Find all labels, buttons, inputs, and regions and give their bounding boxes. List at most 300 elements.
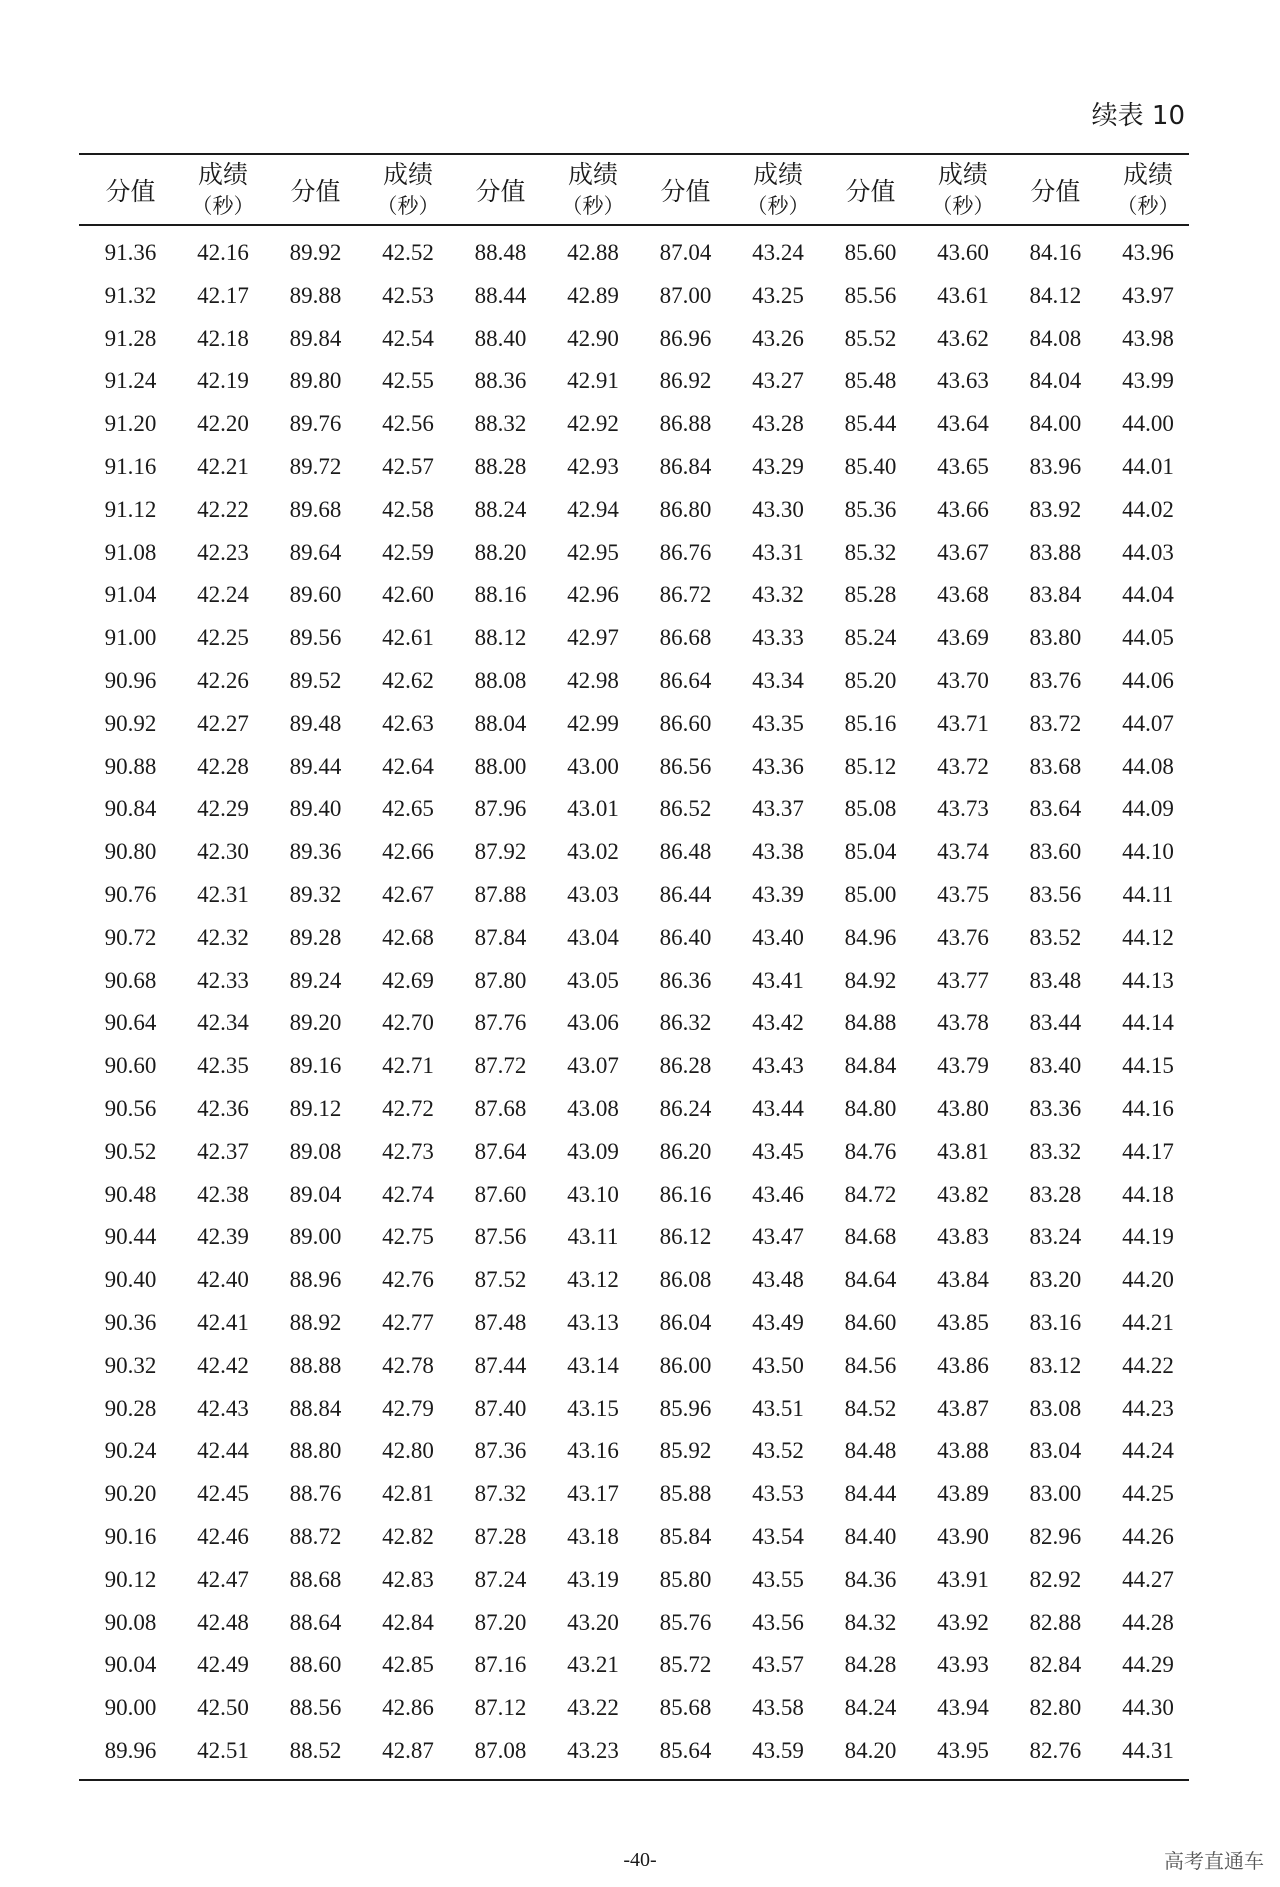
score-cell: 82.84 [1029, 1652, 1082, 1678]
score-cell: 88.72 [289, 1523, 342, 1549]
time-cell: 42.39 [197, 1224, 249, 1250]
table-row [79, 574, 1189, 617]
table-caption: 续表 10 [1091, 101, 1185, 131]
score-cell: 85.48 [844, 368, 897, 394]
time-cell: 42.51 [182, 1730, 264, 1780]
time-cell: 42.75 [382, 1224, 434, 1250]
table-row [79, 360, 1189, 403]
score-cell: 87.20 [474, 1609, 527, 1635]
time-cell: 42.16 [197, 240, 249, 265]
score-cell: 86.24 [659, 1095, 712, 1121]
time-cell: 42.93 [567, 453, 619, 479]
time-cell: 43.67 [937, 539, 989, 565]
time-cell: 43.19 [567, 1566, 619, 1592]
score-cell: 82.80 [1029, 1695, 1082, 1721]
time-cell: 42.53 [382, 282, 434, 308]
time-cell: 43.28 [752, 411, 804, 437]
table-row [79, 225, 1189, 275]
score-cell: 87.88 [474, 881, 527, 907]
time-cell: 43.63 [937, 368, 989, 394]
time-cell: 42.94 [567, 496, 619, 522]
score-cell: 86.64 [659, 667, 712, 693]
score-cell: 86.12 [659, 1224, 712, 1250]
score-cell: 90.04 [104, 1652, 157, 1678]
score-cell: 87.28 [474, 1523, 527, 1549]
header-score: 分值 [264, 154, 367, 225]
score-cell: 87.12 [474, 1695, 527, 1721]
score-cell: 88.80 [289, 1438, 342, 1464]
score-cell: 87.44 [474, 1352, 527, 1378]
score-cell: 88.48 [474, 240, 527, 265]
time-cell: 42.32 [197, 924, 249, 950]
table-row [79, 1216, 1189, 1259]
time-cell: 43.10 [567, 1181, 619, 1207]
score-cell: 86.88 [659, 411, 712, 437]
time-cell: 42.28 [197, 753, 249, 779]
score-cell: 84.20 [819, 1730, 922, 1780]
time-cell: 42.60 [382, 582, 434, 608]
score-cell: 91.36 [104, 240, 157, 265]
score-cell: 89.68 [289, 496, 342, 522]
score-cell: 87.76 [474, 1010, 527, 1036]
score-table [79, 153, 1189, 1781]
time-cell: 42.86 [382, 1695, 434, 1721]
score-cell: 91.24 [104, 368, 157, 394]
score-cell: 84.92 [844, 967, 897, 993]
score-cell: 85.96 [659, 1395, 712, 1421]
score-cell: 89.36 [289, 839, 342, 865]
time-cell: 43.29 [752, 453, 804, 479]
table-row [79, 1002, 1189, 1045]
score-cell: 87.60 [474, 1181, 527, 1207]
score-cell: 82.92 [1029, 1566, 1082, 1592]
score-cell: 83.24 [1029, 1224, 1082, 1250]
time-cell: 42.99 [567, 710, 619, 736]
score-cell: 88.00 [474, 753, 527, 779]
time-cell: 42.23 [197, 539, 249, 565]
header-time: 成绩 （秒） [367, 154, 449, 225]
time-cell: 43.80 [937, 1095, 989, 1121]
score-cell: 89.76 [289, 411, 342, 437]
time-cell: 43.52 [752, 1438, 804, 1464]
score-cell: 87.52 [474, 1267, 527, 1293]
score-cell: 85.04 [844, 839, 897, 865]
score-cell: 85.12 [844, 753, 897, 779]
score-cell: 89.96 [79, 1730, 182, 1780]
time-cell: 43.89 [937, 1481, 989, 1507]
score-cell: 84.64 [844, 1267, 897, 1293]
time-cell: 42.44 [197, 1438, 249, 1464]
score-cell: 84.88 [844, 1010, 897, 1036]
score-cell: 84.76 [844, 1138, 897, 1164]
score-cell: 91.20 [104, 411, 157, 437]
table-row [79, 960, 1189, 1003]
score-cell: 84.68 [844, 1224, 897, 1250]
time-cell: 42.20 [197, 411, 249, 437]
score-cell: 88.32 [474, 411, 527, 437]
header-score: 分值 [819, 154, 922, 225]
time-cell: 44.02 [1122, 496, 1174, 522]
score-cell: 90.00 [104, 1695, 157, 1721]
time-cell: 43.14 [567, 1352, 619, 1378]
time-cell: 42.83 [382, 1566, 434, 1592]
time-cell: 42.96 [567, 582, 619, 608]
score-cell: 90.12 [104, 1566, 157, 1592]
score-cell: 90.16 [104, 1523, 157, 1549]
score-cell: 83.64 [1029, 796, 1082, 822]
score-cell: 86.48 [659, 839, 712, 865]
time-cell: 44.30 [1122, 1695, 1174, 1721]
score-cell: 86.20 [659, 1138, 712, 1164]
table-header-row [79, 154, 1189, 225]
time-cell: 43.31 [752, 539, 804, 565]
table-row [79, 446, 1189, 489]
score-cell: 85.36 [844, 496, 897, 522]
score-cell: 85.20 [844, 667, 897, 693]
score-cell: 83.44 [1029, 1010, 1082, 1036]
time-cell: 42.55 [382, 368, 434, 394]
score-cell: 83.08 [1029, 1395, 1082, 1421]
score-cell: 86.76 [659, 539, 712, 565]
score-cell: 90.96 [104, 667, 157, 693]
score-cell: 90.80 [104, 839, 157, 865]
score-cell: 84.12 [1029, 282, 1082, 308]
time-cell: 44.23 [1122, 1395, 1174, 1421]
score-cell: 91.16 [104, 453, 157, 479]
time-cell: 42.25 [197, 625, 249, 651]
time-cell: 43.84 [937, 1267, 989, 1293]
time-cell: 42.76 [382, 1267, 434, 1293]
score-cell: 84.80 [844, 1095, 897, 1121]
score-cell: 89.12 [289, 1095, 342, 1121]
watermark: 高考直通车 [1164, 1849, 1264, 1873]
time-cell: 43.40 [752, 924, 804, 950]
time-cell: 43.85 [937, 1309, 989, 1335]
score-cell: 85.80 [659, 1566, 712, 1592]
time-cell: 42.41 [197, 1309, 249, 1335]
time-cell: 42.58 [382, 496, 434, 522]
time-cell: 43.74 [937, 839, 989, 865]
time-cell: 42.92 [567, 411, 619, 437]
score-cell: 90.60 [104, 1053, 157, 1079]
time-cell: 43.77 [937, 967, 989, 993]
time-cell: 43.53 [752, 1481, 804, 1507]
score-cell: 83.76 [1029, 667, 1082, 693]
score-cell: 84.04 [1029, 368, 1082, 394]
time-cell: 42.18 [197, 325, 249, 351]
header-time: 成绩 （秒） [922, 154, 1004, 225]
time-cell: 43.02 [567, 839, 619, 865]
score-cell: 90.84 [104, 796, 157, 822]
score-cell: 89.04 [289, 1181, 342, 1207]
score-cell: 85.76 [659, 1609, 712, 1635]
time-cell: 43.94 [937, 1695, 989, 1721]
score-cell: 88.84 [289, 1395, 342, 1421]
score-cell: 90.56 [104, 1095, 157, 1121]
score-cell: 84.08 [1029, 325, 1082, 351]
score-cell: 88.28 [474, 453, 527, 479]
score-cell: 89.92 [289, 240, 342, 265]
time-cell: 43.75 [937, 881, 989, 907]
time-cell: 44.08 [1122, 753, 1174, 779]
table-row [79, 746, 1189, 789]
time-cell: 43.38 [752, 839, 804, 865]
time-cell: 42.49 [197, 1652, 249, 1678]
time-cell: 43.81 [937, 1138, 989, 1164]
time-cell: 42.31 [197, 881, 249, 907]
time-cell: 44.24 [1122, 1438, 1174, 1464]
score-cell: 89.64 [289, 539, 342, 565]
score-cell: 85.72 [659, 1652, 712, 1678]
time-cell: 44.31 [1107, 1730, 1189, 1780]
time-cell: 42.78 [382, 1352, 434, 1378]
score-cell: 84.72 [844, 1181, 897, 1207]
score-cell: 88.88 [289, 1352, 342, 1378]
time-cell: 42.35 [197, 1053, 249, 1079]
time-cell: 43.39 [752, 881, 804, 907]
time-cell: 42.63 [382, 710, 434, 736]
score-cell: 87.16 [474, 1652, 527, 1678]
score-cell: 87.56 [474, 1224, 527, 1250]
time-cell: 43.33 [752, 625, 804, 651]
score-cell: 86.36 [659, 967, 712, 993]
time-cell: 42.89 [567, 282, 619, 308]
score-cell: 85.60 [844, 240, 897, 265]
score-cell: 85.24 [844, 625, 897, 651]
score-cell: 84.56 [844, 1352, 897, 1378]
time-cell: 43.83 [937, 1224, 989, 1250]
time-cell: 43.88 [937, 1438, 989, 1464]
time-cell: 42.97 [567, 625, 619, 651]
time-cell: 42.47 [197, 1566, 249, 1592]
score-cell: 84.00 [1029, 411, 1082, 437]
time-cell: 43.46 [752, 1181, 804, 1207]
time-cell: 42.82 [382, 1523, 434, 1549]
score-cell: 86.96 [659, 325, 712, 351]
score-cell: 86.72 [659, 582, 712, 608]
time-cell: 43.69 [937, 625, 989, 651]
header-time: 成绩 （秒） [737, 154, 819, 225]
time-cell: 43.56 [752, 1609, 804, 1635]
score-cell: 90.72 [104, 924, 157, 950]
score-cell: 89.20 [289, 1010, 342, 1036]
time-cell: 44.14 [1122, 1010, 1174, 1036]
score-cell: 90.20 [104, 1481, 157, 1507]
score-cell: 86.44 [659, 881, 712, 907]
time-cell: 43.24 [752, 240, 804, 265]
time-cell: 42.66 [382, 839, 434, 865]
time-cell: 44.18 [1122, 1181, 1174, 1207]
score-cell: 83.68 [1029, 753, 1082, 779]
score-cell: 83.40 [1029, 1053, 1082, 1079]
table-row [79, 703, 1189, 746]
score-cell: 86.08 [659, 1267, 712, 1293]
table-row [79, 1302, 1189, 1345]
time-cell: 42.85 [382, 1652, 434, 1678]
time-cell: 43.58 [752, 1695, 804, 1721]
table-row [79, 1088, 1189, 1131]
score-cell: 83.36 [1029, 1095, 1082, 1121]
score-cell: 90.48 [104, 1181, 157, 1207]
score-cell: 87.48 [474, 1309, 527, 1335]
score-cell: 83.12 [1029, 1352, 1082, 1378]
time-cell: 42.37 [197, 1138, 249, 1164]
time-cell: 44.15 [1122, 1053, 1174, 1079]
time-cell: 43.34 [752, 667, 804, 693]
time-cell: 43.26 [752, 325, 804, 351]
score-cell: 89.40 [289, 796, 342, 822]
score-cell: 87.84 [474, 924, 527, 950]
score-cell: 83.28 [1029, 1181, 1082, 1207]
time-cell: 44.01 [1122, 453, 1174, 479]
score-cell: 85.56 [844, 282, 897, 308]
time-cell: 43.18 [567, 1523, 619, 1549]
time-cell: 42.54 [382, 325, 434, 351]
score-cell: 91.00 [104, 625, 157, 651]
time-cell: 43.08 [567, 1095, 619, 1121]
table-row [79, 1045, 1189, 1088]
table-row [79, 1559, 1189, 1602]
table-row [79, 1388, 1189, 1431]
score-cell: 84.24 [844, 1695, 897, 1721]
time-cell: 43.06 [567, 1010, 619, 1036]
time-cell: 43.45 [752, 1138, 804, 1164]
score-cell: 88.60 [289, 1652, 342, 1678]
score-cell: 89.16 [289, 1053, 342, 1079]
header-score: 分值 [79, 154, 182, 225]
time-cell: 42.77 [382, 1309, 434, 1335]
page-number: -40- [623, 1849, 657, 1871]
time-cell: 42.22 [197, 496, 249, 522]
time-cell: 44.16 [1122, 1095, 1174, 1121]
score-cell: 87.36 [474, 1438, 527, 1464]
table-row [79, 489, 1189, 532]
time-cell: 42.84 [382, 1609, 434, 1635]
time-cell: 43.82 [937, 1181, 989, 1207]
time-cell: 43.22 [567, 1695, 619, 1721]
score-cell: 87.72 [474, 1053, 527, 1079]
score-cell: 83.88 [1029, 539, 1082, 565]
score-cell: 87.24 [474, 1566, 527, 1592]
table-row [79, 917, 1189, 960]
time-cell: 43.97 [1122, 282, 1174, 308]
score-cell: 88.52 [264, 1730, 367, 1780]
time-cell: 42.42 [197, 1352, 249, 1378]
time-cell: 43.72 [937, 753, 989, 779]
table-row [79, 874, 1189, 917]
time-cell: 44.26 [1122, 1523, 1174, 1549]
time-cell: 43.96 [1122, 240, 1174, 265]
time-cell: 44.20 [1122, 1267, 1174, 1293]
score-cell: 89.28 [289, 924, 342, 950]
score-cell: 88.16 [474, 582, 527, 608]
time-cell: 42.24 [197, 582, 249, 608]
time-cell: 44.19 [1122, 1224, 1174, 1250]
time-cell: 44.25 [1122, 1481, 1174, 1507]
score-cell: 83.00 [1029, 1481, 1082, 1507]
score-cell: 89.52 [289, 667, 342, 693]
time-cell: 43.13 [567, 1309, 619, 1335]
time-cell: 44.03 [1122, 539, 1174, 565]
score-cell: 86.16 [659, 1181, 712, 1207]
time-cell: 42.50 [197, 1695, 249, 1721]
score-cell: 88.40 [474, 325, 527, 351]
time-cell: 43.65 [937, 453, 989, 479]
time-cell: 43.30 [752, 496, 804, 522]
score-cell: 88.76 [289, 1481, 342, 1507]
table-row [79, 660, 1189, 703]
score-cell: 88.08 [474, 667, 527, 693]
score-cell: 83.56 [1029, 881, 1082, 907]
score-cell: 91.12 [104, 496, 157, 522]
time-cell: 43.05 [567, 967, 619, 993]
time-cell: 42.65 [382, 796, 434, 822]
score-cell: 90.36 [104, 1309, 157, 1335]
time-cell: 43.17 [567, 1481, 619, 1507]
time-cell: 43.43 [752, 1053, 804, 1079]
score-cell: 83.20 [1029, 1267, 1082, 1293]
time-cell: 42.69 [382, 967, 434, 993]
time-cell: 44.28 [1122, 1609, 1174, 1635]
table-row [79, 788, 1189, 831]
score-cell: 85.84 [659, 1523, 712, 1549]
time-cell: 43.37 [752, 796, 804, 822]
time-cell: 42.19 [197, 368, 249, 394]
time-cell: 42.17 [197, 282, 249, 308]
time-cell: 42.38 [197, 1181, 249, 1207]
time-cell: 42.81 [382, 1481, 434, 1507]
time-cell: 42.88 [567, 240, 619, 265]
time-cell: 43.98 [1122, 325, 1174, 351]
score-cell: 85.28 [844, 582, 897, 608]
score-cell: 90.68 [104, 967, 157, 993]
time-cell: 42.36 [197, 1095, 249, 1121]
time-cell: 42.52 [382, 240, 434, 265]
score-cell: 84.28 [844, 1652, 897, 1678]
score-cell: 84.96 [844, 924, 897, 950]
time-cell: 43.59 [737, 1730, 819, 1780]
time-cell: 43.01 [567, 796, 619, 822]
score-cell: 83.72 [1029, 710, 1082, 736]
score-cell: 88.92 [289, 1309, 342, 1335]
score-cell: 84.32 [844, 1609, 897, 1635]
score-cell: 85.08 [844, 796, 897, 822]
time-cell: 43.27 [752, 368, 804, 394]
score-cell: 86.04 [659, 1309, 712, 1335]
time-cell: 43.64 [937, 411, 989, 437]
score-cell: 85.00 [844, 881, 897, 907]
time-cell: 42.80 [382, 1438, 434, 1464]
time-cell: 44.12 [1122, 924, 1174, 950]
table-row [79, 1345, 1189, 1388]
time-cell: 43.44 [752, 1095, 804, 1121]
table-row [79, 275, 1189, 318]
score-cell: 90.64 [104, 1010, 157, 1036]
time-cell: 43.23 [552, 1730, 634, 1780]
score-cell: 86.68 [659, 625, 712, 651]
score-cell: 86.32 [659, 1010, 712, 1036]
table-row [79, 831, 1189, 874]
table-row [79, 1730, 1189, 1780]
score-cell: 87.64 [474, 1138, 527, 1164]
score-cell: 88.44 [474, 282, 527, 308]
score-cell: 90.88 [104, 753, 157, 779]
score-cell: 89.84 [289, 325, 342, 351]
time-cell: 44.21 [1122, 1309, 1174, 1335]
table-row [79, 1687, 1189, 1730]
time-cell: 43.09 [567, 1138, 619, 1164]
time-cell: 44.07 [1122, 710, 1174, 736]
